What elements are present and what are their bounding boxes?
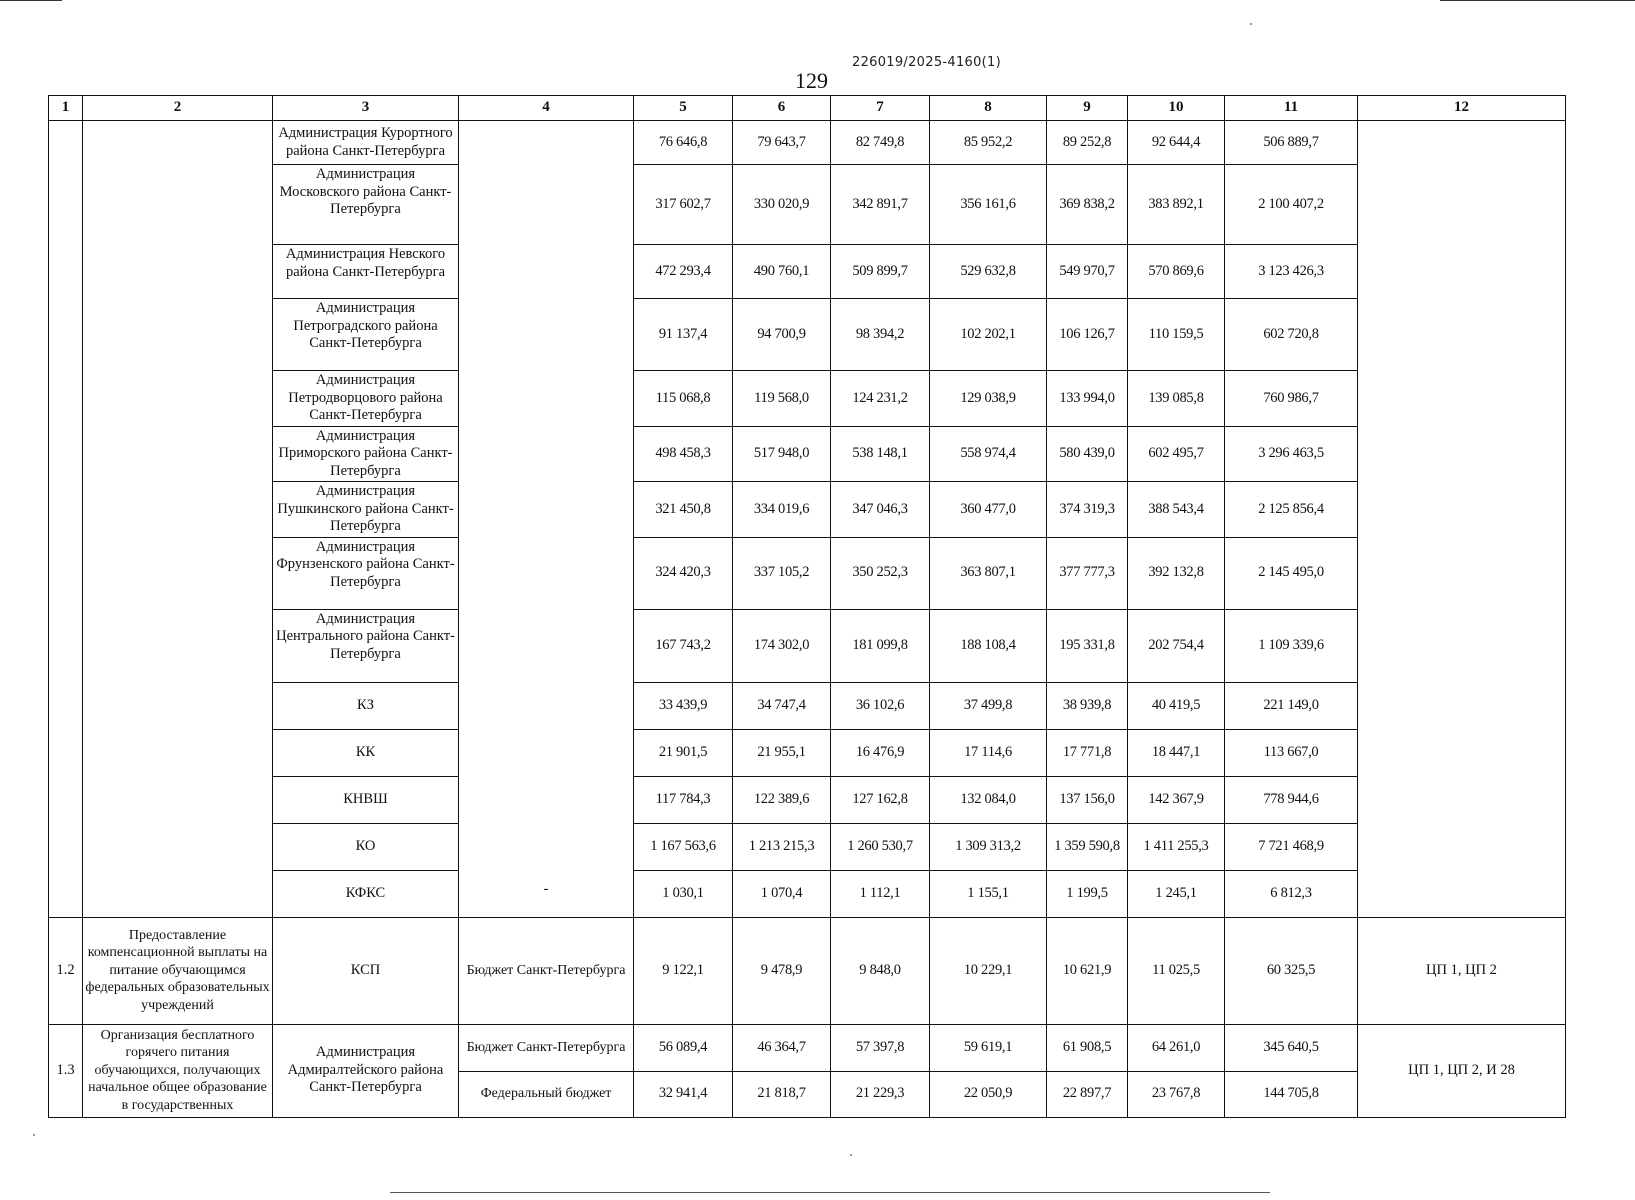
- measure-name-cell: Организация бесплатного горячего питания обучающихся, получающих начальное общее образование в государственных: [83, 1024, 273, 1117]
- value-cell: 110 159,5: [1128, 299, 1225, 371]
- total-cell: 2 125 856,4: [1225, 482, 1358, 538]
- value-cell: 137 156,0: [1047, 776, 1128, 823]
- executor-cell: Администрация Невского района Санкт-Петербурга: [273, 245, 459, 299]
- value-cell: 1 167 563,6: [634, 823, 733, 870]
- value-cell: 61 908,5: [1047, 1024, 1128, 1071]
- value-cell: 122 389,6: [733, 776, 831, 823]
- scan-line-top-left: [0, 0, 62, 1]
- table-row: [49, 537, 1566, 609]
- value-cell: 342 891,7: [831, 165, 930, 245]
- value-cell: 388 543,4: [1128, 482, 1225, 538]
- value-cell: 91 137,4: [634, 299, 733, 371]
- total-cell: 6 812,3: [1225, 870, 1358, 917]
- value-cell: 21 229,3: [831, 1071, 930, 1117]
- value-cell: 119 568,0: [733, 371, 831, 427]
- value-cell: 21 901,5: [634, 729, 733, 776]
- value-cell: 37 499,8: [930, 682, 1047, 729]
- executor-cell: Администрация Курортного района Санкт-Петербурга: [273, 121, 459, 165]
- total-cell: 113 667,0: [1225, 729, 1358, 776]
- value-cell: 330 020,9: [733, 165, 831, 245]
- scan-dot: [33, 1134, 35, 1136]
- value-cell: 85 952,2: [930, 121, 1047, 165]
- value-cell: 377 777,3: [1047, 537, 1128, 609]
- value-cell: 129 038,9: [930, 371, 1047, 427]
- document-reference: 226019/2025-4160(1): [852, 55, 1001, 70]
- value-cell: 21 818,7: [733, 1071, 831, 1117]
- column-header: 8: [930, 96, 1047, 121]
- value-cell: 56 089,4: [634, 1024, 733, 1071]
- value-cell: 22 050,9: [930, 1071, 1047, 1117]
- executor-cell: Администрация Фрунзенского района Санкт-Петербурга: [273, 537, 459, 609]
- value-cell: 64 261,0: [1128, 1024, 1225, 1071]
- value-cell: 517 948,0: [733, 426, 831, 482]
- executor-cell: Администрация Московского района Санкт-Петербурга: [273, 165, 459, 245]
- value-cell: 92 644,4: [1128, 121, 1225, 165]
- value-cell: 21 955,1: [733, 729, 831, 776]
- value-cell: 392 132,8: [1128, 537, 1225, 609]
- total-cell: 221 149,0: [1225, 682, 1358, 729]
- value-cell: 1 245,1: [1128, 870, 1225, 917]
- value-cell: 9 848,0: [831, 917, 930, 1024]
- table-row: [49, 823, 1566, 870]
- value-cell: 509 899,7: [831, 245, 930, 299]
- value-cell: 1 112,1: [831, 870, 930, 917]
- value-cell: 347 046,3: [831, 482, 930, 538]
- total-cell: 2 100 407,2: [1225, 165, 1358, 245]
- total-cell: 144 705,8: [1225, 1071, 1358, 1117]
- column-header: 4: [459, 96, 634, 121]
- value-cell: 188 108,4: [930, 609, 1047, 682]
- funding-source-cell: Бюджет Санкт-Петербурга: [459, 917, 634, 1024]
- table-row: [49, 299, 1566, 371]
- value-cell: 18 447,1: [1128, 729, 1225, 776]
- funding-source-cell: Бюджет Санкт-Петербурга: [459, 1024, 634, 1071]
- total-cell: 2 145 495,0: [1225, 537, 1358, 609]
- executor-cell: КО: [273, 823, 459, 870]
- executor-cell: Администрация Приморского района Санкт-Петербурга: [273, 426, 459, 482]
- value-cell: 538 148,1: [831, 426, 930, 482]
- value-cell: 317 602,7: [634, 165, 733, 245]
- table-row: [49, 609, 1566, 682]
- value-cell: 38 939,8: [1047, 682, 1128, 729]
- value-cell: 337 105,2: [733, 537, 831, 609]
- column-header: 6: [733, 96, 831, 121]
- indicators-cell: ЦП 1, ЦП 2, И 28: [1358, 1024, 1566, 1117]
- value-cell: 360 477,0: [930, 482, 1047, 538]
- column-header: 12: [1358, 96, 1566, 121]
- value-cell: 94 700,9: [733, 299, 831, 371]
- table-header-row: [49, 96, 1566, 121]
- executor-cell: КЗ: [273, 682, 459, 729]
- table-row: [49, 729, 1566, 776]
- table-row-1-2: [49, 917, 1566, 1024]
- value-cell: 1 199,5: [1047, 870, 1128, 917]
- budget-table: [48, 95, 1566, 1118]
- value-cell: 117 784,3: [634, 776, 733, 823]
- value-cell: 363 807,1: [930, 537, 1047, 609]
- value-cell: 34 747,4: [733, 682, 831, 729]
- value-cell: 11 025,5: [1128, 917, 1225, 1024]
- table-row: [49, 165, 1566, 245]
- value-cell: 16 476,9: [831, 729, 930, 776]
- value-cell: 32 941,4: [634, 1071, 733, 1117]
- table-row: [49, 870, 1566, 917]
- funding-source-cell: [459, 121, 634, 918]
- value-cell: 195 331,8: [1047, 609, 1128, 682]
- column-header: 9: [1047, 96, 1128, 121]
- value-cell: 36 102,6: [831, 682, 930, 729]
- measure-name-cell: Предоставление компенсационной выплаты на питание обучающимся федеральных образовательных учреждений: [83, 917, 273, 1024]
- value-cell: 321 450,8: [634, 482, 733, 538]
- row-number-cell: [49, 121, 83, 918]
- value-cell: 167 743,2: [634, 609, 733, 682]
- value-cell: 498 458,3: [634, 426, 733, 482]
- value-cell: 383 892,1: [1128, 165, 1225, 245]
- value-cell: 1 030,1: [634, 870, 733, 917]
- value-cell: 350 252,3: [831, 537, 930, 609]
- value-cell: 59 619,1: [930, 1024, 1047, 1071]
- value-cell: 46 364,7: [733, 1024, 831, 1071]
- value-cell: 1 309 313,2: [930, 823, 1047, 870]
- table-row: [49, 682, 1566, 729]
- total-cell: 778 944,6: [1225, 776, 1358, 823]
- total-cell: 3 296 463,5: [1225, 426, 1358, 482]
- value-cell: 57 397,8: [831, 1024, 930, 1071]
- value-cell: 1 359 590,8: [1047, 823, 1128, 870]
- row-number-cell: 1.3: [49, 1024, 83, 1117]
- total-cell: 760 986,7: [1225, 371, 1358, 427]
- value-cell: 76 646,8: [634, 121, 733, 165]
- value-cell: 139 085,8: [1128, 371, 1225, 427]
- value-cell: 102 202,1: [930, 299, 1047, 371]
- column-header: 1: [49, 96, 83, 121]
- value-cell: 1 070,4: [733, 870, 831, 917]
- executor-cell: Администрация Петродворцового района Санкт-Петербурга: [273, 371, 459, 427]
- total-cell: 60 325,5: [1225, 917, 1358, 1024]
- value-cell: 602 495,7: [1128, 426, 1225, 482]
- value-cell: 142 367,9: [1128, 776, 1225, 823]
- column-header: 3: [273, 96, 459, 121]
- executor-cell: Администрация Петроградского района Санкт-Петербурга: [273, 299, 459, 371]
- page-number: 129: [795, 68, 828, 93]
- executor-cell: Администрация Пушкинского района Санкт-Петербурга: [273, 482, 459, 538]
- executor-cell: Администрация Адмиралтейского района Санкт-Петербурга: [273, 1024, 459, 1117]
- value-cell: 10 621,9: [1047, 917, 1128, 1024]
- executor-cell: Администрация Центрального района Санкт-Петербурга: [273, 609, 459, 682]
- value-cell: 33 439,9: [634, 682, 733, 729]
- table-row: [49, 776, 1566, 823]
- value-cell: 127 162,8: [831, 776, 930, 823]
- value-cell: 580 439,0: [1047, 426, 1128, 482]
- dash-mark: -: [543, 881, 549, 897]
- executor-cell: КК: [273, 729, 459, 776]
- value-cell: 1 213 215,3: [733, 823, 831, 870]
- value-cell: 22 897,7: [1047, 1071, 1128, 1117]
- executor-cell: КНВШ: [273, 776, 459, 823]
- value-cell: 1 260 530,7: [831, 823, 930, 870]
- scan-dot: [1250, 23, 1252, 25]
- scan-line-bottom: [390, 1192, 1270, 1193]
- value-cell: 1 155,1: [930, 870, 1047, 917]
- column-header: 10: [1128, 96, 1225, 121]
- value-cell: 356 161,6: [930, 165, 1047, 245]
- value-cell: 181 099,8: [831, 609, 930, 682]
- value-cell: 132 084,0: [930, 776, 1047, 823]
- value-cell: 115 068,8: [634, 371, 733, 427]
- table-row-1-3: [49, 1024, 1566, 1071]
- total-cell: 3 123 426,3: [1225, 245, 1358, 299]
- value-cell: 334 019,6: [733, 482, 831, 538]
- total-cell: 1 109 339,6: [1225, 609, 1358, 682]
- value-cell: 174 302,0: [733, 609, 831, 682]
- column-header: 2: [83, 96, 273, 121]
- total-cell: 345 640,5: [1225, 1024, 1358, 1071]
- scan-dot: [850, 1154, 852, 1156]
- value-cell: 570 869,6: [1128, 245, 1225, 299]
- value-cell: 23 767,8: [1128, 1071, 1225, 1117]
- table-row: [49, 426, 1566, 482]
- total-cell: 7 721 468,9: [1225, 823, 1358, 870]
- value-cell: 490 760,1: [733, 245, 831, 299]
- table-row: [49, 371, 1566, 427]
- value-cell: 89 252,8: [1047, 121, 1128, 165]
- value-cell: 1 411 255,3: [1128, 823, 1225, 870]
- total-cell: 602 720,8: [1225, 299, 1358, 371]
- value-cell: 9 478,9: [733, 917, 831, 1024]
- value-cell: 472 293,4: [634, 245, 733, 299]
- total-cell: 506 889,7: [1225, 121, 1358, 165]
- table-row: [49, 245, 1566, 299]
- value-cell: 324 420,3: [634, 537, 733, 609]
- funding-source-cell: Федеральный бюджет: [459, 1071, 634, 1117]
- value-cell: 529 632,8: [930, 245, 1047, 299]
- indicators-cell: [1358, 121, 1566, 918]
- column-header: 5: [634, 96, 733, 121]
- value-cell: 10 229,1: [930, 917, 1047, 1024]
- executor-cell: КФКС: [273, 870, 459, 917]
- value-cell: 17 771,8: [1047, 729, 1128, 776]
- scan-line-top-right: [1440, 0, 1635, 1]
- row-number-cell: 1.2: [49, 917, 83, 1024]
- value-cell: 98 394,2: [831, 299, 930, 371]
- value-cell: 558 974,4: [930, 426, 1047, 482]
- value-cell: 9 122,1: [634, 917, 733, 1024]
- indicators-cell: ЦП 1, ЦП 2: [1358, 917, 1566, 1024]
- executor-cell: КСП: [273, 917, 459, 1024]
- value-cell: 40 419,5: [1128, 682, 1225, 729]
- column-header: 11: [1225, 96, 1358, 121]
- value-cell: 202 754,4: [1128, 609, 1225, 682]
- table-row: [49, 482, 1566, 538]
- value-cell: 106 126,7: [1047, 299, 1128, 371]
- value-cell: 79 643,7: [733, 121, 831, 165]
- value-cell: 82 749,8: [831, 121, 930, 165]
- table-row: [49, 121, 1566, 165]
- value-cell: 369 838,2: [1047, 165, 1128, 245]
- value-cell: 17 114,6: [930, 729, 1047, 776]
- measure-name-cell: [83, 121, 273, 918]
- value-cell: 549 970,7: [1047, 245, 1128, 299]
- value-cell: 374 319,3: [1047, 482, 1128, 538]
- column-header: 7: [831, 96, 930, 121]
- value-cell: 133 994,0: [1047, 371, 1128, 427]
- value-cell: 124 231,2: [831, 371, 930, 427]
